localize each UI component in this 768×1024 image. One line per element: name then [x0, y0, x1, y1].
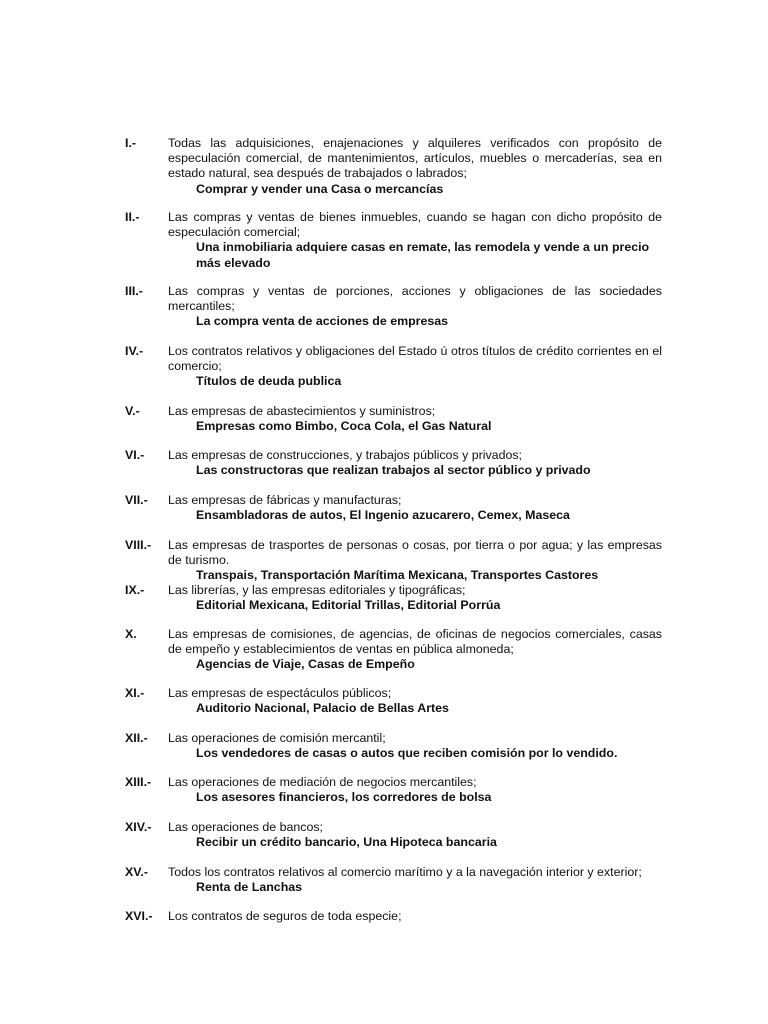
item-number: VII.- [125, 493, 148, 507]
item-example: Una inmobiliaria adquiere casas en remate, las remodela y vende a un precio más elevado [196, 240, 650, 270]
item-description: Las compras y ventas de porciones, acciones y obligaciones de las sociedades mercantiles; [168, 284, 662, 314]
item-number: VIII.- [125, 538, 152, 552]
item-number: XIV.- [125, 820, 152, 834]
item-number: V.- [125, 404, 140, 418]
item-description: Las empresas de construcciones, y trabajos públicos y privados; [168, 448, 522, 462]
item-description: Las compras y ventas de bienes inmuebles, cuando se hagan con dicho propósito de especulación comercial; [168, 210, 662, 240]
item-number: XII.- [125, 731, 148, 745]
item-number: IV.- [125, 344, 144, 358]
item-description: Las empresas de comisiones, de agencias, de oficinas de negocios comerciales, casas de empeño y establecimientos de ventas en pública almoneda; [168, 627, 662, 657]
item-description: Las operaciones de mediación de negocios mercantiles; [168, 775, 477, 789]
item-number: III.- [125, 284, 143, 298]
item-description: Las empresas de abastecimientos y suministros; [168, 404, 436, 418]
item-description: Todos los contratos relativos al comercio marítimo y a la navegación interior y exterior; [168, 865, 642, 879]
item-description: Las empresas de espectáculos públicos; [168, 686, 392, 700]
item-example: Las constructoras que realizan trabajos al sector público y privado [196, 463, 591, 478]
item-number: XV.- [125, 865, 148, 879]
item-example: Los vendedores de casas o autos que reciben comisión por lo vendido. [196, 746, 618, 761]
item-example: Empresas como Bimbo, Coca Cola, el Gas Natural [196, 419, 492, 434]
item-number: XVI.- [125, 909, 153, 923]
item-example: Ensambladoras de autos, El Ingenio azucarero, Cemex, Maseca [196, 508, 570, 523]
item-description: Todas las adquisiciones, enajenaciones y alquileres verificados con propósito de especulación comercial, de mantenimientos, artículos, muebles o mercaderías, sea en estado natural, sea después de trabajados o labrados; [168, 136, 662, 181]
item-example: Agencias de Viaje, Casas de Empeño [196, 657, 415, 672]
item-number: II.- [125, 210, 140, 224]
item-description: Las operaciones de bancos; [168, 820, 323, 834]
item-number: XI.- [125, 686, 145, 700]
item-number: IX.- [125, 583, 145, 597]
item-description: Las librerías, y las empresas editoriales y tipográficas; [168, 583, 466, 597]
item-example: La compra venta de acciones de empresas [196, 314, 449, 329]
item-example: Comprar y vender una Casa o mercancías [196, 181, 444, 196]
item-example: Títulos de deuda publica [196, 374, 342, 389]
item-example: Editorial Mexicana, Editorial Trillas, Editorial Porrúa [196, 598, 501, 613]
item-example: Los asesores financieros, los corredores de bolsa [196, 790, 492, 805]
item-example: Renta de Lanchas [196, 880, 303, 895]
item-example: Auditorio Nacional, Palacio de Bellas Artes [196, 701, 449, 716]
item-description: Los contratos relativos y obligaciones del Estado ú otros títulos de crédito corrientes en el comercio; [168, 344, 662, 374]
item-number: X. [125, 627, 137, 641]
item-description: Las empresas de trasportes de personas o cosas, por tierra o por agua; y las empresas de turismo. [168, 538, 662, 568]
item-number: VI.- [125, 448, 145, 462]
item-description: Los contratos de seguros de toda especie; [168, 909, 402, 923]
item-example: Transpais, Transportación Marítima Mexicana, Transportes Castores [196, 568, 599, 583]
item-number: I.- [125, 136, 137, 150]
item-example: Recibir un crédito bancario, Una Hipoteca bancaria [196, 835, 497, 850]
item-number: XIII.- [125, 775, 152, 789]
item-description: Las empresas de fábricas y manufacturas; [168, 493, 402, 507]
item-description: Las operaciones de comisión mercantil; [168, 731, 386, 745]
